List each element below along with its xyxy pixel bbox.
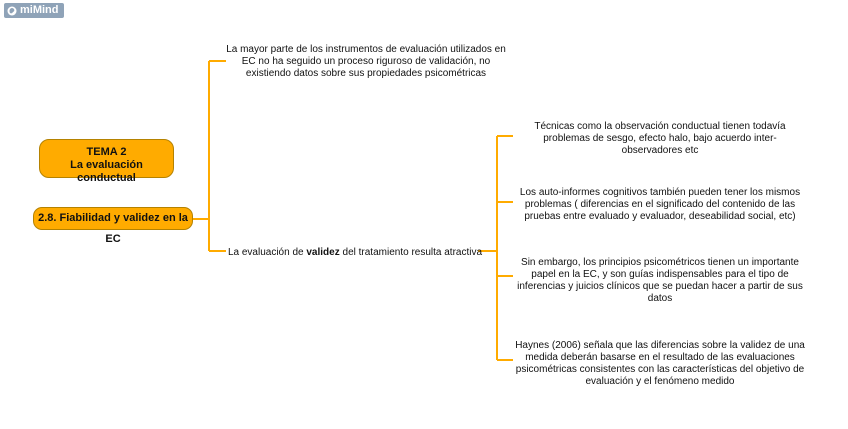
connector-section-branches	[193, 61, 226, 251]
branch-instrumentos[interactable]: La mayor parte de los instrumentos de evaluación utilizados en EC no ha seguido un proceso riguroso de validación, no existiendo datos sobre sus propiedades psicométricas	[226, 44, 506, 79]
logo-label: miMind	[20, 4, 59, 16]
branch-validez[interactable]	[222, 247, 488, 259]
topic-node-fiabilidad[interactable]	[33, 207, 193, 245]
topic-node-tema[interactable]	[39, 139, 174, 184]
branch-validez-pre: La evaluación de	[227, 247, 307, 258]
tema-title: TEMA 2	[86, 146, 127, 158]
leaf-haynes[interactable]: Haynes (2006) señala que las diferencias sobre la validez de una medida deberán basarse en el resultado de las evaluaciones psicométricas consistentes con las características del objetivo de evaluación y el fenómeno medido	[515, 340, 805, 387]
branch-validez-bold: validez	[306, 247, 340, 258]
section-label: 2.8. Fiabilidad y validez en la EC	[38, 212, 188, 245]
leaf-observacion[interactable]: Técnicas como la observación conductual tienen todavía problemas de sesgo, efecto halo, bajo acuerdo inter-observadores etc	[534, 121, 786, 156]
tema-subtitle: La evaluación conductual	[70, 159, 143, 184]
leaf-autoinformes[interactable]: Los auto-informes cognitivos también pueden tener los mismos problemas ( diferencias en el significado del contenido de las pruebas entre evaluado y evaluador, deseabilidad social, etc)	[519, 187, 801, 222]
leaf-principios[interactable]: Sin embargo, los principios psicométricos tienen un importante papel en la EC, y son guías indispensables para el tipo de inferencias y juicios clínicos que se puedan hacer a partir de sus datos	[517, 257, 803, 304]
branch-validez-post: del tratamiento resulta atractiva	[339, 247, 483, 258]
